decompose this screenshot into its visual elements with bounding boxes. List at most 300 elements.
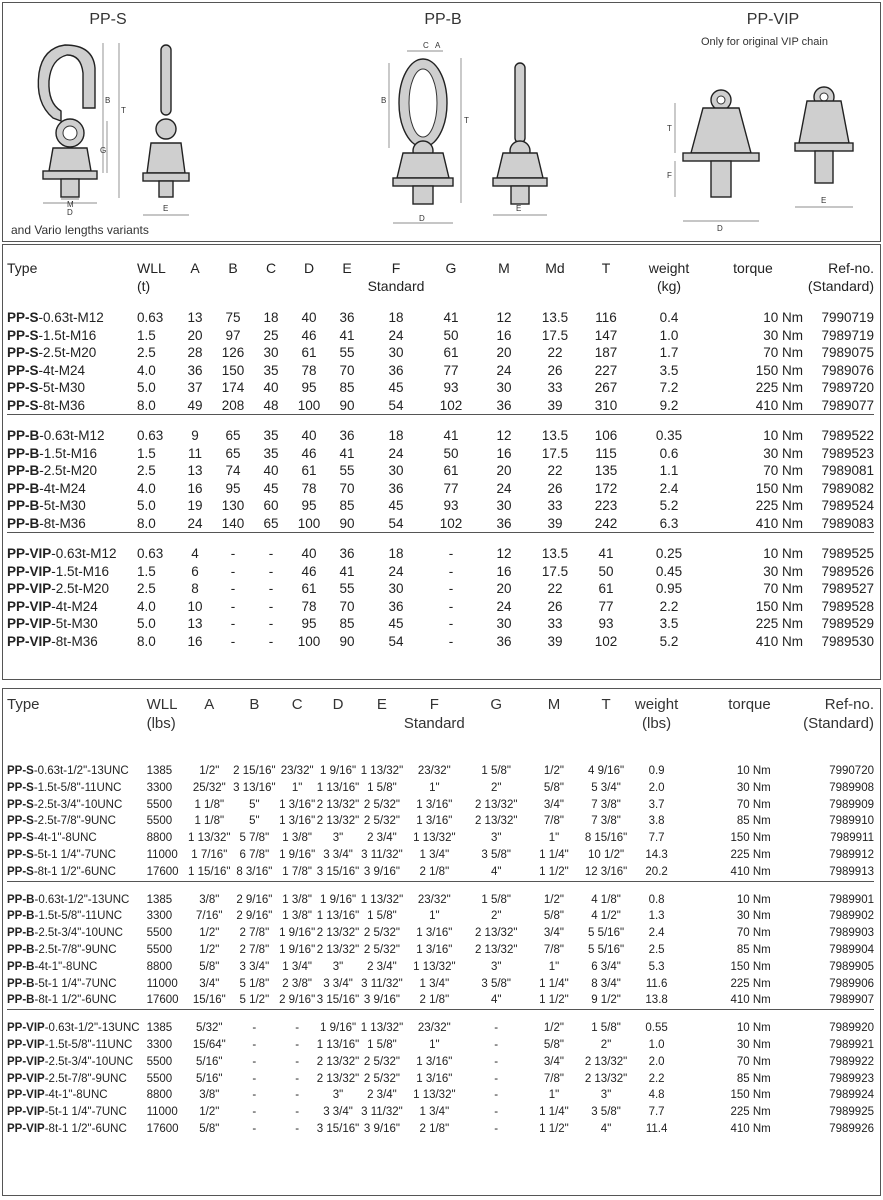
table-cell: 2 1/8" (419, 1122, 450, 1135)
table-cell: 0.55 (645, 1022, 668, 1035)
table-cell: 4" (490, 865, 502, 878)
table-cell: 7989904 (829, 943, 874, 956)
table-cell: 30 Nm (763, 445, 803, 461)
type-suffix: -0.63t-1/2"-13UNC (34, 893, 130, 906)
type-cell (7, 545, 137, 563)
table-row (7, 497, 874, 515)
column-header: F Standard (403, 696, 465, 732)
table-cell: 1 3/16" (416, 927, 453, 940)
table-cell: 1 3/16" (416, 1072, 453, 1085)
table-cell: 24 (388, 563, 404, 579)
table-cell: 1 1/4" (539, 1106, 569, 1119)
table-cell: 46 (301, 445, 317, 461)
type-suffix: -2.5t-7/8"-9UNC (34, 943, 117, 956)
table-cell: 9.2 (659, 397, 679, 413)
column-header: A (204, 696, 215, 713)
table-cell: 30 (388, 345, 404, 360)
table-cell: 7989720 (821, 380, 874, 395)
table-cell: 0.63 (137, 428, 164, 443)
table-cell: - (494, 1122, 499, 1135)
table-cell: 135 (594, 463, 618, 478)
table-cell: 77 (443, 362, 459, 378)
table-cell: 3 15/16" (316, 865, 360, 878)
type-cell (7, 362, 137, 380)
table-cell: 3/8" (199, 1089, 220, 1102)
table-cell: 1 13/16" (316, 1038, 360, 1051)
pp-s-title: PP-S (89, 11, 127, 28)
column-header: G (445, 260, 457, 276)
table-cell: 1.1 (659, 463, 679, 478)
table-cell: 1 1/8" (194, 798, 225, 811)
table-cell: 5.2 (659, 498, 679, 513)
type-suffix: -2.5t-7/8"-9UNC (44, 1072, 127, 1085)
table-cell: 1.5 (137, 445, 156, 461)
table-cell: 36 (339, 310, 355, 325)
type-prefix: PP-B (7, 515, 40, 531)
table-cell: 5" (249, 815, 260, 828)
table-cell: 22 (547, 581, 563, 596)
table-row (7, 462, 874, 480)
table-cell: 36 (339, 546, 355, 561)
type-suffix: -1.5t-5/8"-11UNC (34, 910, 123, 923)
table-cell: 74 (225, 463, 241, 478)
table-row (7, 362, 874, 380)
table-cell: 15/16" (192, 994, 226, 1007)
table-cell: 16 (187, 633, 203, 649)
table-row (7, 615, 874, 633)
table-cell: 25/32" (192, 781, 226, 794)
table-cell: 24 (388, 327, 404, 343)
table-cell: 225 Nm (730, 848, 771, 861)
table-cell: 95 (301, 380, 317, 395)
table-cell: 5 1/2" (239, 994, 270, 1007)
table-cell: 7989922 (829, 1055, 874, 1068)
column-header: Ref-no. (Standard) (807, 260, 874, 294)
type-prefix: PP-VIP (7, 581, 52, 596)
column-header: WLL (t) (137, 260, 166, 294)
table-cell: 7989923 (829, 1072, 874, 1085)
table-cell: 7989082 (821, 480, 874, 496)
table-cell: 1.3 (648, 910, 665, 923)
column-header: F Standard (367, 260, 425, 294)
table-cell: 3 5/8" (481, 977, 512, 990)
type-cell (7, 615, 137, 633)
table-cell: 225 Nm (730, 977, 771, 990)
table-cell: 3" (332, 960, 344, 973)
table-cell: 1 3/8" (282, 910, 312, 923)
table-cell: 410 Nm (730, 994, 771, 1007)
table-cell: 55 (339, 345, 355, 360)
table-cell: 1 3/16" (416, 1055, 453, 1068)
table-cell: 4 (191, 546, 199, 561)
table-cell: 95 (225, 480, 241, 496)
type-cell (7, 327, 137, 345)
type-prefix: PP-S (7, 832, 34, 845)
table-cell: 1.5 (137, 327, 156, 343)
table-cell: 7989077 (821, 397, 874, 413)
table-cell: - (494, 1022, 499, 1035)
table-cell: 46 (301, 327, 317, 343)
type-prefix: PP-S (7, 815, 34, 828)
table-cell: 1" (429, 1038, 440, 1051)
table-cell: 1 9/16" (279, 927, 316, 940)
table-cell: 7.2 (659, 380, 679, 395)
table-cell: 13 (187, 616, 203, 631)
table-cell: 4.8 (648, 1089, 665, 1102)
table-cell: 6.3 (659, 515, 679, 531)
table-cell: 24 (496, 362, 512, 378)
table-cell: 3" (490, 832, 502, 845)
table-cell: 5 7/8" (239, 832, 270, 845)
table-cell: 0.6 (659, 445, 679, 461)
table-cell: 2.5 (648, 943, 665, 956)
table-cell: 18 (263, 310, 279, 325)
type-cell (7, 992, 147, 1009)
type-cell (7, 976, 147, 993)
table-cell: 225 Nm (755, 380, 803, 395)
table-cell: 7989523 (821, 445, 874, 461)
table-cell: 7989913 (829, 865, 874, 878)
type-suffix: -0.63t-1/2"-13UNC (44, 1022, 140, 1035)
table-cell: 7989903 (829, 927, 874, 940)
table-row (7, 1020, 874, 1037)
table-row (7, 864, 874, 881)
table-cell: 2" (600, 1038, 612, 1051)
column-header: E (376, 696, 387, 713)
table-cell: 61 (443, 463, 459, 478)
table-cell: 7989076 (821, 362, 874, 378)
table-cell: 5.0 (137, 616, 156, 631)
table-cell: 0.35 (655, 428, 683, 443)
table-cell: 16 (496, 445, 512, 461)
column-header: T (601, 260, 611, 276)
table-cell: 24 (187, 515, 203, 531)
type-cell (7, 892, 147, 909)
type-suffix: -4t-1"-8UNC (33, 832, 97, 845)
table-cell: 2 5/32" (363, 798, 400, 811)
table-cell: 65 (263, 515, 279, 531)
table-cell: 36 (496, 515, 512, 531)
table-cell: 78 (301, 480, 317, 496)
type-cell (7, 462, 137, 480)
table-cell: 30 Nm (763, 327, 803, 343)
table-cell: 41 (339, 445, 355, 461)
table-cell: 410 Nm (755, 633, 803, 649)
table-cell: 90 (339, 515, 355, 531)
table-cell: 4 1/8" (591, 893, 621, 906)
table-cell: 7989526 (821, 563, 874, 579)
table-cell: 93 (443, 380, 459, 395)
column-header: Ref-no. (Standard) (803, 696, 874, 732)
table-cell: 0.9 (648, 765, 665, 777)
table-cell: 40 (263, 380, 279, 395)
table-cell: 1 5/8" (367, 1038, 397, 1051)
table-cell: 45 (263, 480, 279, 496)
table-cell: 3 3/4" (323, 1106, 353, 1119)
table-cell: 3 11/32" (361, 848, 403, 861)
table-cell: 9 (191, 428, 199, 443)
type-cell (7, 309, 137, 327)
type-cell (7, 344, 137, 362)
table-cell: 85 Nm (736, 1072, 771, 1085)
table-cell: 50 (598, 563, 614, 579)
table-cell: 70 (339, 362, 355, 378)
type-suffix: -5t-1 1/4"-7UNC (34, 977, 117, 990)
table-cell: 2 7/8" (239, 943, 270, 956)
table-cell: 4 9/16" (588, 765, 625, 777)
table-cell: 174 (221, 380, 245, 395)
table-cell: 1 3/4" (419, 977, 450, 990)
type-prefix: PP-VIP (7, 616, 52, 631)
type-suffix: -8t-1 1/2"-6UNC (44, 1122, 127, 1135)
table-cell: 24 (388, 445, 404, 461)
table-cell: 5/8" (543, 1038, 564, 1051)
type-cell (7, 864, 147, 881)
table-cell: 12 (496, 428, 512, 443)
type-cell (7, 379, 137, 397)
table-cell: 5 3/4" (591, 781, 621, 794)
table-cell: 208 (221, 397, 245, 413)
type-suffix: -4t-1"-8UNC (44, 1089, 108, 1102)
table-cell: 1 1/2" (539, 1122, 569, 1135)
table-row (7, 797, 874, 814)
table-cell: 102 (439, 515, 463, 531)
table-row (7, 780, 874, 797)
table-cell: 54 (388, 633, 404, 649)
table-cell: 100 (297, 397, 321, 413)
column-header: Type (7, 260, 38, 276)
table-cell: 7989905 (829, 960, 874, 973)
table-cell: 7/8" (543, 1072, 564, 1085)
table-cell: 3 13/16" (233, 781, 276, 794)
type-prefix: PP-B (7, 480, 40, 496)
table-cell: 3 9/16" (363, 1122, 400, 1135)
table-cell: 36 (388, 598, 404, 614)
table-cell: 8800 (146, 1089, 173, 1102)
table-cell: 85 (339, 616, 355, 631)
table-cell: 46 (301, 563, 317, 579)
column-header: weight (kg) (648, 260, 690, 294)
table-cell: 12 (496, 310, 512, 325)
table-row (7, 763, 874, 780)
table-cell: 5500 (146, 927, 173, 940)
table-cell: - (448, 598, 454, 614)
table-cell: 6 3/4" (591, 960, 621, 973)
type-suffix: -4t-1"-8UNC (34, 960, 98, 973)
table-cell: 5/8" (199, 1122, 220, 1135)
table-cell: 70 (339, 480, 355, 496)
type-prefix: PP-VIP (7, 633, 52, 649)
table-cell: 7989911 (830, 832, 874, 845)
table-cell: 13.8 (645, 994, 668, 1007)
table-cell: 1 15/16" (188, 865, 231, 878)
table-cell: 3300 (146, 781, 173, 794)
type-prefix: PP-S (7, 380, 39, 395)
table-cell: 3/4" (543, 798, 564, 811)
table-cell: 35 (263, 445, 279, 461)
table-cell: 1 13/16" (316, 910, 360, 923)
table-cell: 3 3/4" (323, 848, 353, 861)
table-cell: 45 (388, 616, 404, 631)
type-cell (7, 598, 137, 616)
table-row (7, 925, 874, 942)
table-cell: - (448, 581, 454, 596)
table-cell: 7989920 (829, 1022, 874, 1035)
table-cell: 2 13/32" (316, 1072, 360, 1085)
dim-t3-label: T (667, 124, 672, 133)
column-header: E (342, 260, 352, 276)
table-cell: 4" (490, 994, 502, 1007)
table-cell: 7989522 (821, 428, 874, 443)
table-cell: 150 (221, 362, 245, 378)
type-cell (7, 1037, 147, 1054)
table-cell: 35 (263, 428, 279, 443)
table-cell: - (252, 1106, 257, 1119)
table-cell: 150 Nm (755, 362, 803, 378)
table-cell: 7989926 (829, 1122, 874, 1135)
pp-s-hook-front-drawing (38, 43, 119, 203)
table-cell: - (268, 546, 274, 561)
table-cell: 13.5 (541, 428, 569, 443)
table-cell: 7989907 (829, 994, 874, 1007)
table-cell: 100 (297, 633, 321, 649)
table-cell: 150 Nm (755, 598, 803, 614)
table-cell: 102 (439, 397, 463, 413)
table-row (7, 942, 874, 959)
table-cell: 70 Nm (736, 927, 771, 940)
table-cell: 3 3/4" (239, 960, 270, 973)
table-cell: 78 (301, 362, 317, 378)
table-cell: 1 3/8" (282, 893, 312, 906)
table-cell: 20 (187, 327, 203, 343)
table-cell: 1.0 (648, 1038, 665, 1051)
table-cell: - (252, 1038, 257, 1051)
dim-b2-label: B (381, 96, 387, 105)
table-cell: 1 13/32" (413, 1089, 456, 1102)
table-cell: 1/2" (199, 927, 220, 940)
vario-note: and Vario lengths variants (11, 223, 149, 237)
table-cell: 35 (263, 362, 279, 378)
table-cell: 26 (547, 362, 563, 378)
table-cell: 22 (547, 463, 563, 478)
type-prefix: PP-S (7, 765, 34, 777)
table-cell: 41 (443, 428, 459, 443)
column-header: G (490, 696, 503, 713)
table-cell: 40 (263, 463, 279, 478)
table-cell: 2" (490, 910, 502, 923)
dim-d-label: D (67, 208, 73, 217)
table-cell: 1" (429, 910, 440, 923)
table-cell: 13.5 (541, 310, 569, 325)
table-cell: 2 3/4" (367, 1089, 397, 1102)
table-cell: 2 13/32" (584, 1072, 628, 1085)
table-cell: 16 (496, 327, 512, 343)
table-cell: 85 Nm (736, 815, 771, 828)
table-cell: 70 Nm (763, 581, 803, 596)
type-suffix: -5t-M30 (38, 380, 86, 395)
table-cell: 54 (388, 515, 404, 531)
table-cell: 150 Nm (730, 832, 771, 845)
imperial-table-panel (2, 688, 881, 1196)
table-cell: 11.6 (645, 977, 668, 990)
table-cell: 7989528 (821, 598, 874, 614)
type-cell (7, 1104, 147, 1121)
type-prefix: PP-B (7, 893, 35, 906)
table-cell: 2 3/8" (282, 977, 312, 990)
table-cell: 39 (547, 515, 563, 531)
table-cell: 5/32" (196, 1022, 223, 1035)
dim-m-label: M (67, 200, 74, 209)
table-cell: - (494, 1055, 499, 1068)
table-cell: 1/2" (543, 893, 564, 906)
table-cell: 8.0 (137, 397, 156, 413)
table-row (7, 397, 874, 415)
imperial-table (7, 695, 874, 1138)
table-cell: 77 (598, 598, 614, 614)
table-cell: 30 (388, 581, 404, 596)
table-cell: - (295, 1022, 300, 1035)
table-row (7, 1121, 874, 1138)
table-cell: 1 5/8" (367, 910, 397, 923)
type-suffix: -1.5t-5/8"-11UNC (44, 1038, 133, 1051)
table-cell: 10 Nm (763, 310, 803, 325)
table-cell: 39 (547, 633, 563, 649)
table-cell: 33 (547, 380, 563, 395)
type-cell (7, 580, 137, 598)
table-cell: 3.7 (648, 798, 665, 811)
table-cell: 2 7/8" (239, 927, 270, 940)
type-suffix: -0.63t-M12 (51, 546, 117, 561)
table-cell: 17600 (146, 865, 179, 878)
table-cell: 2 1/8" (419, 865, 450, 878)
table-cell: 5/8" (543, 781, 564, 794)
table-cell: 11 (187, 445, 202, 461)
table-cell: 37 (187, 380, 203, 395)
type-suffix: -0.63t-1/2"-13UNC (33, 765, 129, 777)
table-cell: 7/8" (543, 943, 564, 956)
table-cell: - (295, 1072, 300, 1085)
table-cell: 1 3/4" (282, 960, 312, 973)
table-cell: 3300 (146, 1038, 173, 1051)
table-cell: 3.8 (648, 815, 665, 828)
table-cell: 17.5 (541, 563, 569, 579)
type-suffix: -2.5t-M20 (39, 463, 98, 478)
column-header: B (228, 260, 238, 276)
table-cell: 2 9/16" (236, 910, 273, 923)
table-cell: 45 (388, 380, 404, 395)
type-suffix: -5t-1 1/4"-7UNC (44, 1106, 127, 1119)
table-row (7, 480, 874, 498)
table-cell: 7989924 (829, 1089, 874, 1102)
table-cell: 2 9/16" (279, 994, 316, 1007)
column-header: M (547, 696, 561, 713)
table-cell: 65 (225, 428, 241, 443)
table-cell: 9 1/2" (591, 994, 621, 1007)
table-cell: - (230, 581, 236, 596)
table-cell: 17600 (146, 994, 179, 1007)
table-cell: 30 Nm (763, 563, 803, 579)
type-prefix: PP-B (7, 977, 35, 990)
table-cell: - (230, 616, 236, 631)
type-suffix: -8t-1 1/2"-6UNC (34, 994, 117, 1007)
table-cell: 26 (547, 598, 563, 614)
type-prefix: PP-S (7, 865, 34, 878)
table-row (7, 847, 874, 864)
table-cell: 1/2" (199, 1106, 220, 1119)
type-suffix: -2.5t-3/4"-10UNC (44, 1055, 134, 1068)
table-cell: 7990719 (821, 310, 874, 325)
table-cell: 267 (594, 380, 618, 395)
